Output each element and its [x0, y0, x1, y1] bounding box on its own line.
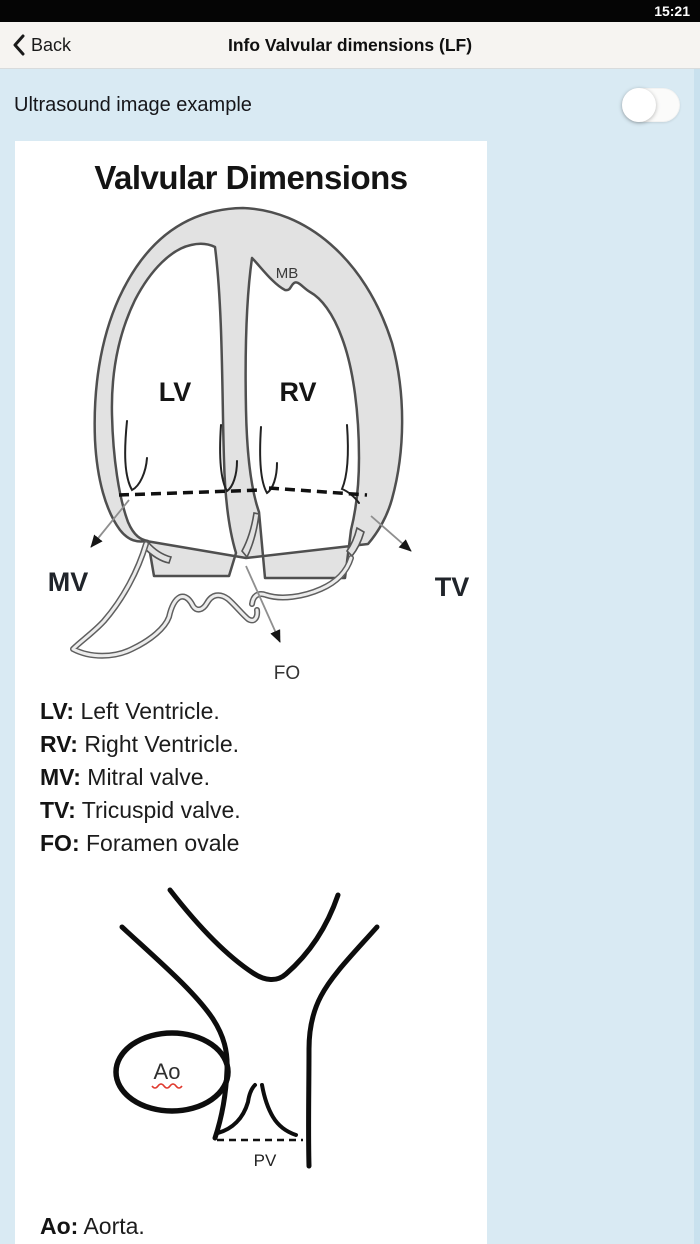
- back-button[interactable]: [12, 34, 71, 56]
- pulmonary-artery-diagram: [15, 874, 487, 1184]
- label-tv: TV: [434, 572, 470, 602]
- label-ao: Ao: [153, 1059, 181, 1084]
- ultrasound-toggle-switch[interactable]: [622, 88, 680, 122]
- toggle-knob: [622, 88, 656, 122]
- legend-item: RV: Right Ventricle.: [40, 731, 240, 757]
- vessel-bifurcation-line: [170, 890, 338, 980]
- label-rv: RV: [279, 377, 317, 407]
- heart-four-chamber-diagram: [15, 199, 487, 689]
- ao-red-squiggle: [152, 1084, 182, 1088]
- legend-item: TV: Tricuspid valve.: [40, 797, 241, 823]
- ultrasound-toggle-row: [0, 69, 700, 141]
- legend-item: MV: Mitral valve.: [40, 764, 210, 790]
- label-mb: MB: [275, 265, 299, 282]
- nav-bar: [0, 22, 700, 69]
- ultrasound-toggle-label: Ultrasound image example: [14, 93, 252, 116]
- legend-item: Ao: Aorta.: [40, 1213, 145, 1239]
- heart-legend: [40, 695, 487, 860]
- page-title: Info Valvular dimensions (LF): [227, 34, 473, 55]
- legend-item: FO: Foramen ovale: [40, 830, 240, 856]
- pulmonary-valve-cusps: [218, 1085, 296, 1135]
- legend-item: LV: Left Ventricle.: [40, 698, 220, 724]
- label-pv: PV: [253, 1151, 277, 1170]
- ventricle-walls-shape: [95, 208, 402, 578]
- status-bar: [0, 0, 700, 22]
- label-fo: FO: [273, 663, 301, 684]
- label-lv: LV: [158, 377, 192, 407]
- clock: 15:21: [654, 3, 690, 19]
- back-label: Back: [31, 34, 72, 55]
- chevron-left-icon: [12, 34, 25, 56]
- figure-title: Valvular Dimensions: [94, 159, 408, 196]
- label-mv: MV: [47, 567, 89, 597]
- vessel-legend: [40, 1210, 487, 1243]
- vessel-right-branch-line: [309, 927, 377, 1166]
- right-edge-strip: [694, 69, 700, 1244]
- info-card: [15, 141, 487, 1244]
- tricuspid-annulus-dashed-line: [269, 488, 367, 495]
